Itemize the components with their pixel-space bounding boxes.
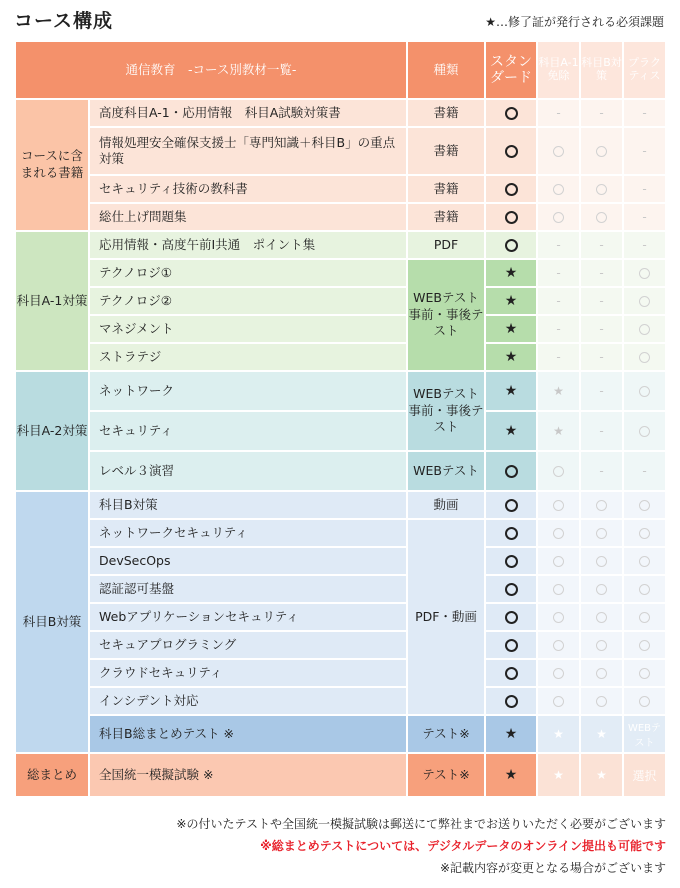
row-name: 認証認可基盤: [90, 576, 406, 602]
row-col4: [581, 576, 622, 602]
row-col4: -: [581, 232, 622, 258]
row-standard: [486, 232, 536, 258]
row-col3: ★: [538, 754, 579, 796]
table-row: [16, 632, 665, 658]
row-name: セキュリティ: [90, 412, 406, 450]
row-col4: [581, 604, 622, 630]
section-course-books: コースに含まれる書籍: [16, 100, 88, 230]
row-name: セキュアプログラミング: [90, 632, 406, 658]
row-col3: [538, 548, 579, 574]
row-standard: [486, 548, 536, 574]
row-col5: -: [624, 232, 665, 258]
circle-icon: [505, 639, 518, 652]
circle-icon: [639, 612, 650, 623]
legend-note: ★…修了証が発行される必須課題: [485, 15, 664, 29]
circle-icon: [553, 696, 564, 707]
row-name: 全国統一模擬試験 ※: [90, 754, 406, 796]
circle-icon: [505, 583, 518, 596]
row-standard: [486, 128, 536, 174]
row-col4: [581, 632, 622, 658]
row-col4: [581, 520, 622, 546]
footnote-change: ※記載内容が変更となる場合がございます: [439, 861, 666, 875]
row-name: DevSecOps: [90, 548, 406, 574]
row-col5: -: [624, 452, 665, 490]
footnote-online: ※総まとめテストについては、デジタルデータのオンライン提出も可能です: [260, 839, 666, 853]
table-row: [16, 232, 665, 258]
row-col4: ★: [581, 716, 622, 752]
header-col3: 科目A-1免除: [538, 42, 579, 98]
row-standard: [486, 204, 536, 230]
table-row: [16, 128, 665, 174]
row-col3: [538, 128, 579, 174]
circle-icon: [639, 426, 650, 437]
row-col4: ★: [581, 754, 622, 796]
header-main: 通信教育 -コース別教材一覧-: [16, 42, 406, 98]
row-col3: -: [538, 232, 579, 258]
circle-icon: [639, 528, 650, 539]
table-row: [16, 372, 665, 410]
table-row: [16, 344, 665, 370]
row-standard: ★: [486, 260, 536, 286]
row-type: 書籍: [408, 100, 484, 126]
row-col5: [624, 492, 665, 518]
row-col4: [581, 688, 622, 714]
row-standard: [486, 452, 536, 490]
row-col5: [624, 344, 665, 370]
section-a2: 科目A-2対策: [16, 372, 88, 490]
table-row: [16, 316, 665, 342]
table-row: [16, 604, 665, 630]
row-col3: [538, 660, 579, 686]
circle-icon: [553, 146, 564, 157]
row-name: 科目B総まとめテスト ※: [90, 716, 406, 752]
circle-icon: [596, 696, 607, 707]
row-col4: -: [581, 412, 622, 450]
row-type: WEBテスト 事前・事後テスト: [408, 372, 484, 450]
row-name: テクノロジ②: [90, 288, 406, 314]
circle-icon: [639, 324, 650, 335]
row-col3: ★: [538, 412, 579, 450]
row-col5: -: [624, 128, 665, 174]
circle-icon: [553, 612, 564, 623]
row-name: テクノロジ①: [90, 260, 406, 286]
circle-icon: [639, 352, 650, 363]
row-col3: -: [538, 260, 579, 286]
header-col5: プラクティス: [624, 42, 665, 98]
row-col3: -: [538, 344, 579, 370]
row-name: インシデント対応: [90, 688, 406, 714]
row-col4: -: [581, 100, 622, 126]
row-col4: -: [581, 260, 622, 286]
table-row: [16, 176, 665, 202]
row-col4: [581, 128, 622, 174]
circle-icon: [505, 499, 518, 512]
row-name: クラウドセキュリティ: [90, 660, 406, 686]
row-col3: [538, 176, 579, 202]
row-standard: ★: [486, 372, 536, 410]
row-standard: ★: [486, 316, 536, 342]
row-col3: [538, 492, 579, 518]
row-name: セキュリティ技術の教科書: [90, 176, 406, 202]
row-col3: -: [538, 288, 579, 314]
circle-icon: [596, 584, 607, 595]
table-row: [16, 688, 665, 714]
row-col3: [538, 204, 579, 230]
circle-icon: [505, 211, 518, 224]
header-standard: スタンダード: [486, 42, 536, 98]
row-col5: [624, 548, 665, 574]
row-col3: [538, 632, 579, 658]
row-col4: [581, 660, 622, 686]
row-name: 総仕上げ問題集: [90, 204, 406, 230]
table-row: [16, 520, 665, 546]
row-col3: -: [538, 100, 579, 126]
circle-icon: [505, 555, 518, 568]
row-col4: -: [581, 316, 622, 342]
page-title: コース構成: [14, 10, 114, 32]
row-col3: ★: [538, 372, 579, 410]
row-col4: -: [581, 452, 622, 490]
row-col5: [624, 412, 665, 450]
row-col5: -: [624, 204, 665, 230]
circle-icon: [639, 386, 650, 397]
table-row: [16, 288, 665, 314]
row-col5: 選択: [624, 754, 665, 796]
row-col5: [624, 288, 665, 314]
row-standard: ★: [486, 344, 536, 370]
section-final: 総まとめ: [16, 754, 88, 796]
row-col5: [624, 660, 665, 686]
row-type: 書籍: [408, 176, 484, 202]
row-name: マネジメント: [90, 316, 406, 342]
circle-icon: [553, 466, 564, 477]
row-col3: [538, 604, 579, 630]
circle-icon: [596, 146, 607, 157]
circle-icon: [505, 145, 518, 158]
row-col5: [624, 576, 665, 602]
section-a1: 科目A-1対策: [16, 232, 88, 370]
circle-icon: [639, 296, 650, 307]
circle-icon: [639, 500, 650, 511]
circle-icon: [596, 500, 607, 511]
row-type: PDF: [408, 232, 484, 258]
row-col5: [624, 688, 665, 714]
circle-icon: [596, 556, 607, 567]
row-col4: -: [581, 344, 622, 370]
table-row: [16, 412, 665, 450]
circle-icon: [596, 528, 607, 539]
circle-icon: [505, 667, 518, 680]
row-name: 応用情報・高度午前Ⅰ共通 ポイント集: [90, 232, 406, 258]
row-col4: -: [581, 372, 622, 410]
table-row: [16, 660, 665, 686]
row-standard: [486, 660, 536, 686]
course-table: [14, 40, 667, 798]
circle-icon: [505, 107, 518, 120]
table-header-row: [16, 42, 665, 98]
row-col5: WEBテスト: [624, 716, 665, 752]
circle-icon: [553, 640, 564, 651]
circle-icon: [505, 465, 518, 478]
circle-icon: [639, 668, 650, 679]
table-row: [16, 716, 665, 752]
row-type: PDF・動画: [408, 520, 484, 714]
table-row: [16, 548, 665, 574]
row-col5: [624, 632, 665, 658]
circle-icon: [596, 640, 607, 651]
table-row: [16, 576, 665, 602]
row-col3: [538, 688, 579, 714]
section-b: 科目B対策: [16, 492, 88, 752]
circle-icon: [639, 268, 650, 279]
row-col5: [624, 260, 665, 286]
row-type: テスト※: [408, 754, 484, 796]
circle-icon: [553, 668, 564, 679]
row-col4: [581, 204, 622, 230]
table-row: [16, 754, 665, 796]
row-name: ネットワークセキュリティ: [90, 520, 406, 546]
row-standard: ★: [486, 412, 536, 450]
row-name: Webアプリケーションセキュリティ: [90, 604, 406, 630]
row-col5: -: [624, 100, 665, 126]
row-type: WEBテスト 事前・事後テスト: [408, 260, 484, 370]
row-name: 科目B対策: [90, 492, 406, 518]
circle-icon: [553, 500, 564, 511]
row-col3: [538, 520, 579, 546]
row-standard: [486, 492, 536, 518]
header-type: 種類: [408, 42, 484, 98]
row-col5: [624, 372, 665, 410]
circle-icon: [639, 640, 650, 651]
row-col5: [624, 316, 665, 342]
row-col4: [581, 492, 622, 518]
row-type: 動画: [408, 492, 484, 518]
table-row: [16, 260, 665, 286]
table-row: [16, 452, 665, 490]
row-standard: [486, 176, 536, 202]
row-standard: [486, 688, 536, 714]
row-col4: [581, 176, 622, 202]
circle-icon: [553, 528, 564, 539]
table-row: [16, 492, 665, 518]
circle-icon: [639, 696, 650, 707]
table-row: [16, 204, 665, 230]
row-standard: ★: [486, 716, 536, 752]
circle-icon: [639, 556, 650, 567]
row-col3: [538, 576, 579, 602]
row-col5: [624, 604, 665, 630]
row-name: ストラテジ: [90, 344, 406, 370]
circle-icon: [505, 239, 518, 252]
row-col3: ★: [538, 716, 579, 752]
circle-icon: [553, 556, 564, 567]
row-standard: [486, 520, 536, 546]
row-type: テスト※: [408, 716, 484, 752]
row-name: 高度科目A-1・応用情報 科目A試験対策書: [90, 100, 406, 126]
circle-icon: [505, 183, 518, 196]
row-col3: -: [538, 316, 579, 342]
row-col4: -: [581, 288, 622, 314]
circle-icon: [553, 184, 564, 195]
circle-icon: [505, 527, 518, 540]
row-type: 書籍: [408, 128, 484, 174]
circle-icon: [553, 212, 564, 223]
row-name: レベル３演習: [90, 452, 406, 490]
row-type: WEBテスト: [408, 452, 484, 490]
row-standard: [486, 632, 536, 658]
circle-icon: [596, 212, 607, 223]
table-row: [16, 100, 665, 126]
circle-icon: [596, 612, 607, 623]
header-col4: 科目B対策: [581, 42, 622, 98]
circle-icon: [596, 668, 607, 679]
row-standard: [486, 604, 536, 630]
circle-icon: [639, 584, 650, 595]
row-col5: [624, 520, 665, 546]
row-standard: [486, 100, 536, 126]
circle-icon: [553, 584, 564, 595]
row-standard: ★: [486, 754, 536, 796]
row-standard: [486, 576, 536, 602]
row-name: 情報処理安全確保支援士「専門知識＋科目B」の重点対策: [90, 128, 406, 174]
row-type: 書籍: [408, 204, 484, 230]
row-col3: [538, 452, 579, 490]
row-standard: ★: [486, 288, 536, 314]
row-name: ネットワーク: [90, 372, 406, 410]
row-col4: [581, 548, 622, 574]
circle-icon: [505, 611, 518, 624]
row-col5: -: [624, 176, 665, 202]
footnote-postal: ※の付いたテストや全国統一模擬試験は郵送にて弊社までお送りいただく必要がございます: [176, 817, 666, 831]
circle-icon: [596, 184, 607, 195]
circle-icon: [505, 695, 518, 708]
